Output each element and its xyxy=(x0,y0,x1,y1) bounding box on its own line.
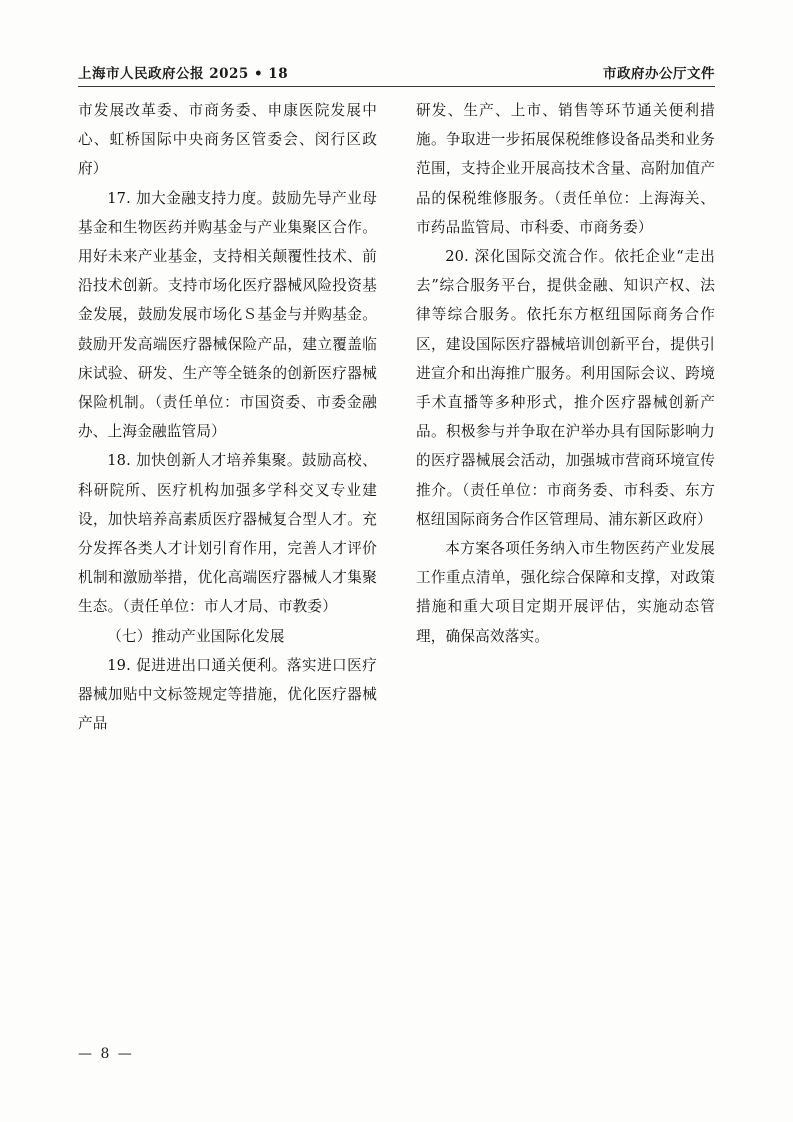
column-right xyxy=(416,96,715,738)
header-divider xyxy=(78,86,715,87)
paragraph: 17. 加大金融支持力度。鼓励先导产业母基金和生物医药并购基金与产业集聚区合作。用好未来产业基金，支持相关颠覆性技术、前沿技术创新。支持市场化医疗器械风险投资基金发展，鼓励发展市场化Ｓ基金与并购基金。鼓励开发高端医疗器械保险产品，建立覆盖临床试验、研发、生产等全链条的创新医疗器械保险机制。（责任单位：市国资委、市委金融办、上海金融监管局） xyxy=(78,189,377,441)
header-publication-title: 上海市人民政府公报 2025 • 18 xyxy=(78,66,289,82)
header-document-category: 市政府办公厅文件 xyxy=(603,66,715,82)
paragraph: 本方案各项任务纳入市生物医药产业发展工作重点清单，强化综合保障和支撑，对政策措施和重大项目定期开展评估，实施动态管理，确保高效落实。 xyxy=(416,540,715,645)
column-left xyxy=(78,96,377,738)
paragraph: 研发、生产、上市、销售等环节通关便利措施。争取进一步拓展保税维修设备品类和业务范围，支持企业开展高技术含量、高附加值产品的保税维修服务。（责任单位：上海海关、市药品监管局、市科委、市商务委） xyxy=(416,102,715,236)
two-column-body xyxy=(78,96,715,738)
page-footer xyxy=(78,1046,715,1062)
paragraph: 19. 促进进出口通关便利。落实进口医疗器械加贴中文标签规定等措施，优化医疗器械产品 xyxy=(78,656,377,733)
paragraph: 18. 加快创新人才培养集聚。鼓励高校、科研院所、医疗机构加强多学科交叉专业建设，加快培养高素质医疗器械复合型人才。充分发挥各类人才计划引育作用，完善人才评价机制和激励举措，优化高端医疗器械人才集聚生态。（责任单位：市人才局、市教委） xyxy=(78,452,377,616)
section-heading: （七）推动产业国际化发展 xyxy=(107,627,285,645)
page-number: — 8 — xyxy=(78,1046,134,1062)
paragraph: 市发展改革委、市商务委、申康医院发展中心、虹桥国际中央商务区管委会、闵行区政府） xyxy=(78,102,377,178)
page-header xyxy=(78,62,715,82)
paragraph: 20. 深化国际交流合作。依托企业“走出去”综合服务平台，提供金融、知识产权、法律等综合服务。依托东方枢纽国际商务合作区，建设国际医疗器械培训创新平台，提供引进宣介和出海推广服务。利用国际会议、跨境手术直播等多种形式，推介医疗器械创新产品。积极参与并争取在沪举办具有国际影响力的医疗器械展会活动，加强城市营商环境宣传推介。（责任单位：市商务委、市科委、东方枢纽国际商务合作区管理局、浦东新区政府） xyxy=(416,248,715,528)
